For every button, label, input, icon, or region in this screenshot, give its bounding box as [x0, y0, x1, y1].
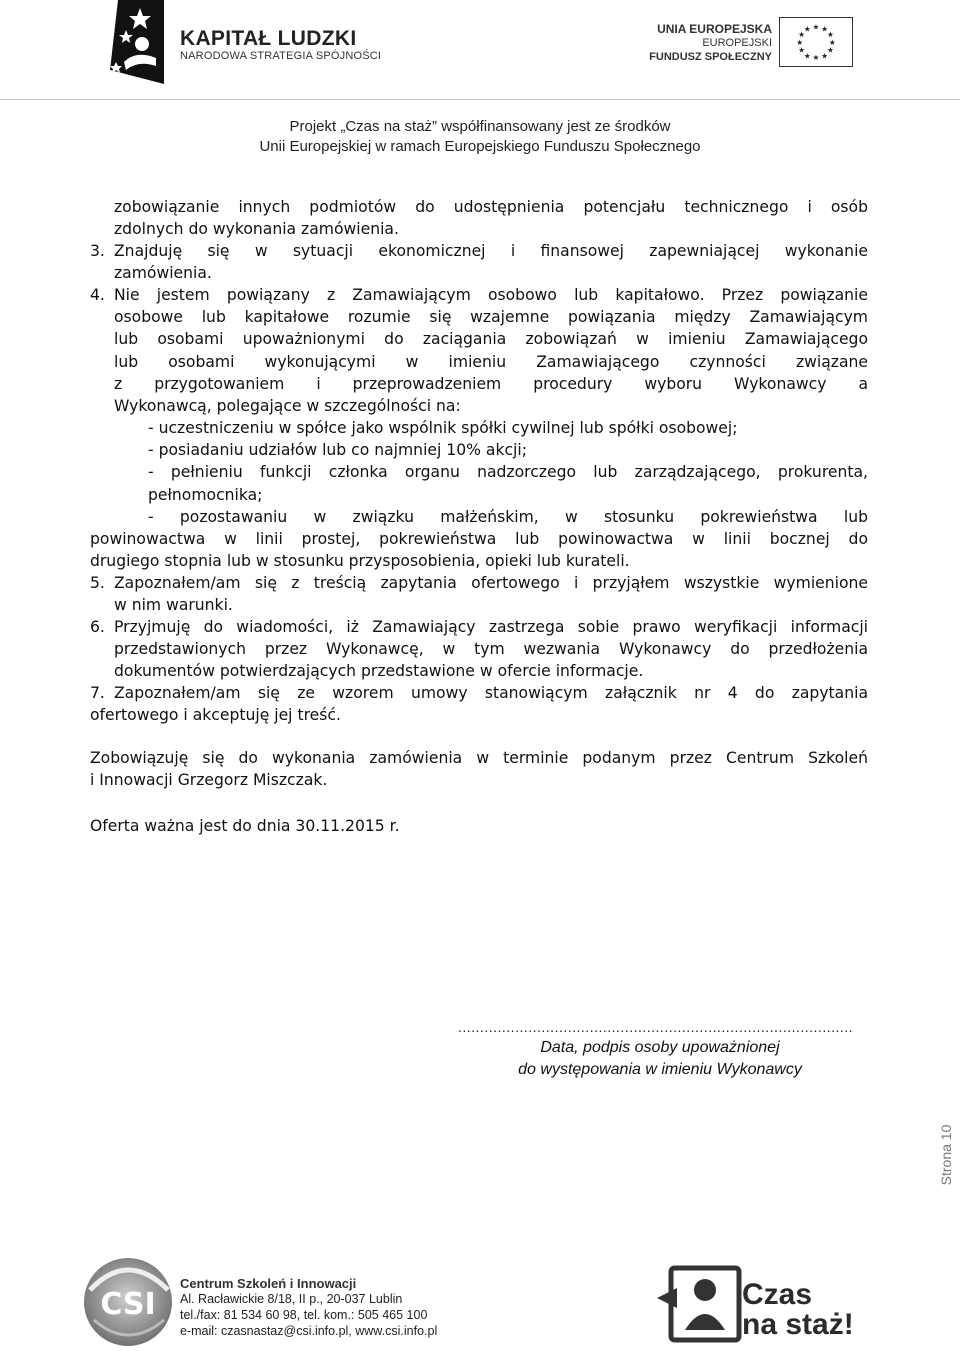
list-number: 6. — [90, 618, 105, 636]
footer-email: e-mail: czasnastaz@csi.info.pl, www.csi.info.pl — [180, 1324, 438, 1338]
commitment-line-1: Zobowiązuję się do wykonania zamówienia w terminie podanym przez Centrum Szkoleń — [90, 749, 868, 767]
item-4-line-5: z przygotowaniem i przeprowadzeniem procedury wyboru Wykonawcy a — [114, 374, 868, 393]
dash-item: - pozostawaniu w związku małżeńskim, w stosunku pokrewieństwa lub — [148, 507, 868, 526]
item-6-line-3: dokumentów potwierdzających przedstawione w ofercie informacje. — [114, 662, 644, 681]
eu-label — [649, 22, 772, 64]
project-line-1: Projekt „Czas na staż” współfinansowany jest ze środków — [289, 118, 671, 135]
page-number — [934, 1110, 958, 1200]
dash-item: - pełnieniu funkcji członka organu nadzorczego lub zarządzającego, prokurenta, — [148, 463, 868, 482]
eu-line-1: UNIA EUROPEJSKA — [657, 22, 772, 36]
list-item-6 — [90, 616, 868, 683]
item-4-line-1: Nie jestem powiązany z Zamawiającym osobowo lub kapitałowo. Przez powiązanie — [114, 286, 868, 304]
item-4-line-4: lub osobami wykonującymi w imieniu Zamawiającego czynności związane — [114, 352, 868, 371]
list-number: 7. — [90, 684, 105, 702]
signature-caption-2: do występowania w imieniu Wykonawcy — [518, 1061, 802, 1078]
csi-logo-text: CSI — [100, 1287, 156, 1322]
header-divider — [0, 99, 960, 100]
eu-line-3: FUNDUSZ SPOŁECZNY — [649, 51, 772, 63]
list-item-3 — [90, 240, 868, 284]
svg-text:★: ★ — [798, 30, 806, 40]
item-6-line-1: Przyjmuję do wiadomości, iż Zamawiający zastrzega sobie prawo weryfikacji informacji — [114, 618, 868, 636]
brand-subtitle: NARODOWA STRATEGIA SPÓJNOŚCI — [180, 50, 382, 62]
svg-text:★: ★ — [821, 24, 829, 34]
item-6-line-2: przedstawionych przez Wykonawcę, w tym wezwania Wykonawcy do przedłożenia — [114, 640, 868, 659]
svg-text:★: ★ — [826, 45, 834, 55]
item-4-line-6: Wykonawcą, polegające w szczególności na: — [114, 397, 461, 416]
continuation-line-2: zdolnych do wykonania zamówienia. — [114, 220, 399, 238]
item-7-line-2: ofertowego i akceptuję jej treść. — [90, 706, 341, 724]
project-line-2: Unii Europejskiej w ramach Europejskiego Funduszu Społecznego — [259, 138, 701, 155]
item-3-line-1: Znajduję się w sytuacji ekonomicznej i finansowej zapewniającej wykonanie — [114, 242, 868, 260]
signature-line: .......................................................................................... — [458, 1019, 854, 1035]
dash-item: - uczestniczeniu w spółce jako wspólnik spółki cywilnej lub spółki osobowej; — [148, 419, 738, 437]
csi-logo — [80, 1250, 176, 1350]
svg-text:★: ★ — [812, 22, 820, 32]
dash-4-line-2: powinowactwa w linii prostej, pokrewieństwa lub powinowactwa w linii bocznej do — [90, 530, 868, 548]
item-4-line-2: osobowe lub kapitałowe rozumie się wzajemne powiązania między Zamawiającym — [114, 308, 868, 327]
item-5-line-2: w nim warunki. — [114, 596, 233, 615]
list-number: 4. — [90, 286, 105, 304]
item-7-line-1: Zapoznałem/am się ze wzorem umowy stanowiącym załącznik nr 4 do zapytania — [114, 684, 868, 702]
svg-text:★: ★ — [828, 37, 836, 47]
list-item-5 — [90, 572, 868, 616]
svg-text:★: ★ — [826, 30, 834, 40]
offer-validity: Oferta ważna jest do dnia 30.11.2015 r. — [90, 817, 400, 835]
signature-caption-1: Data, podpis osoby upoważnionej — [540, 1039, 780, 1056]
svg-text:★: ★ — [798, 45, 806, 55]
item-4-line-3: lub osobami upoważnionymi do zaciągania zobowiązań w imieniu Zamawiającego — [114, 330, 868, 349]
svg-text:★: ★ — [812, 53, 820, 63]
svg-text:★: ★ — [821, 51, 829, 61]
commitment-line-2: i Innowacji Grzegorz Miszczak. — [90, 771, 328, 789]
item-5-line-1: Zapoznałem/am się z treścią zapytania ofertowego i przyjąłem wszystkie wymienione — [114, 574, 868, 592]
list-number: 3. — [90, 242, 105, 260]
item-3-line-2: zamówienia. — [114, 264, 212, 283]
list-number: 5. — [90, 574, 105, 592]
kapital-ludzki-logo — [106, 0, 166, 88]
project-banner — [0, 117, 960, 157]
footer-org-name: Centrum Szkoleń i Innowacji — [180, 1276, 357, 1291]
czas-line-2: na staż! — [742, 1308, 854, 1341]
svg-text:★: ★ — [796, 37, 804, 47]
eu-line-2: EUROPEJSKI — [702, 37, 772, 49]
brand-title: KAPITAŁ LUDZKI — [180, 27, 357, 50]
dash-item-continuation: pełnomocnika; — [148, 485, 263, 504]
footer-address: Al. Racławickie 8/18, II p., 20-037 Lublin — [180, 1292, 403, 1306]
dash-4-line-3: drugiego stopnia lub w stosunku przysposobienia, opieki lub kurateli. — [90, 552, 630, 570]
dash-item: - posiadaniu udziałów lub co najmniej 10% akcji; — [148, 441, 527, 460]
czas-line-1: Czas — [742, 1278, 813, 1311]
page-number-label: Strona 10 — [938, 1124, 954, 1186]
list-item-4 — [90, 284, 868, 417]
dash-list — [148, 417, 868, 528]
footer-phone: tel./fax: 81 534 60 98, tel. kom.: 505 465 100 — [180, 1308, 428, 1322]
list-item-7 — [90, 682, 868, 704]
svg-text:★: ★ — [803, 24, 811, 34]
continuation-line-1: zobowiązanie innych podmiotów do udostępnienia potencjału technicznego i osób — [114, 198, 868, 216]
czas-na-staz-text — [742, 1280, 854, 1340]
svg-text:★: ★ — [803, 51, 811, 61]
eu-flag-icon — [779, 17, 853, 67]
